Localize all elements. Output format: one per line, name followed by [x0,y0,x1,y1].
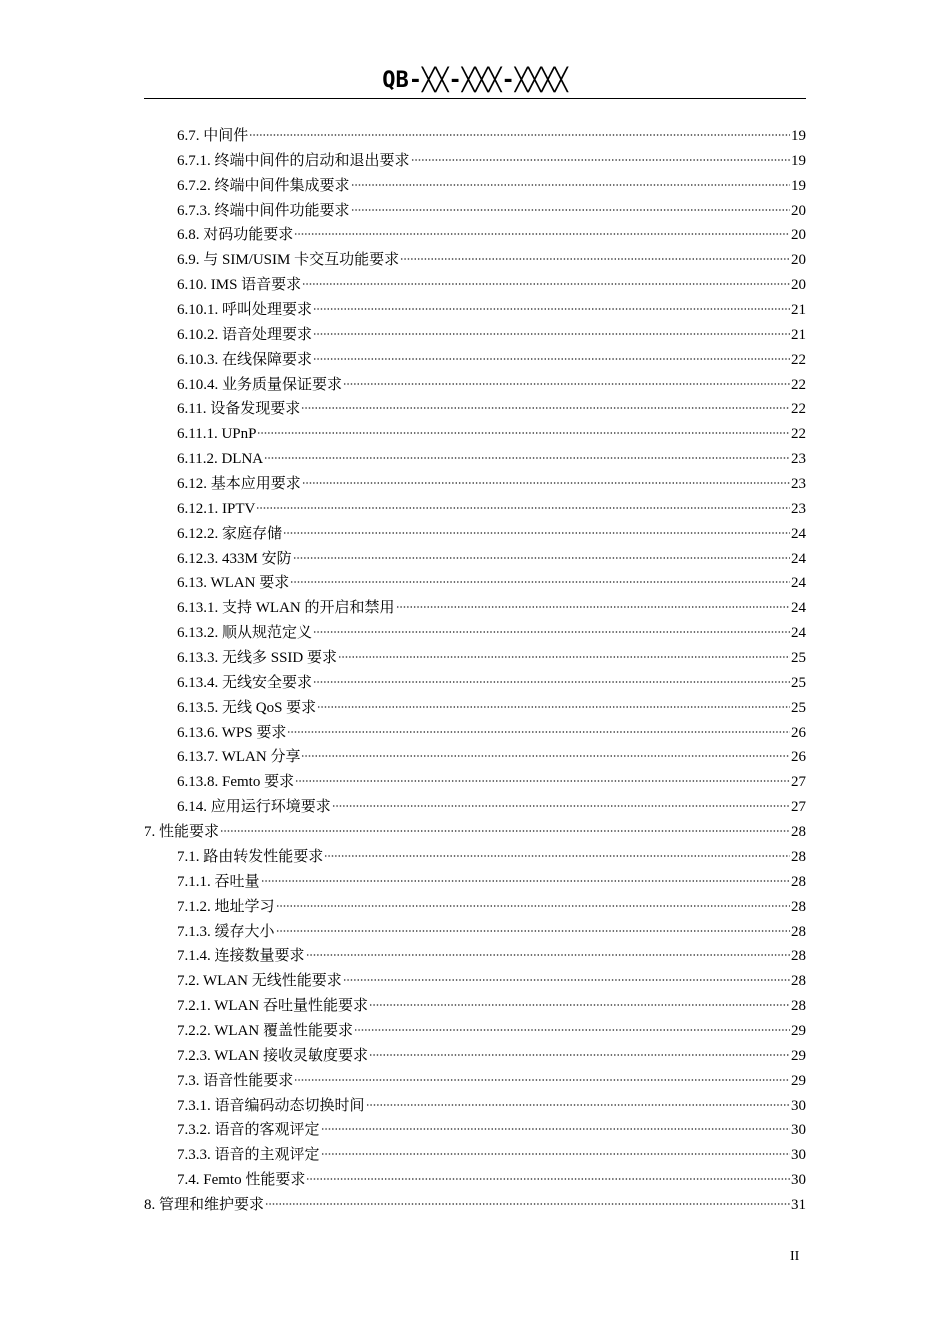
toc-entry[interactable] [144,522,806,547]
toc-entry-page: 23 [791,451,806,468]
toc-entry[interactable] [144,671,806,696]
toc-entry-page: 28 [791,898,806,915]
toc-entry-page: 24 [791,550,806,567]
toc-dot-leader [306,1178,790,1180]
toc-entry-title: 6.12.1. IPTV [177,500,256,517]
toc-entry-page: 30 [791,1147,806,1164]
toc-entry-page: 25 [791,699,806,716]
toc-entry-page: 28 [791,873,806,890]
toc-dot-leader [293,557,790,559]
toc-entry-title: 6.12.2. 家庭存储 [177,525,283,542]
toc-entry-page: 20 [791,227,806,244]
toc-dot-leader [276,930,790,932]
toc-entry-title: 6.7.3. 终端中间件功能要求 [177,202,350,219]
toc-entry-title: 6.13.4. 无线安全要求 [177,674,313,691]
toc-entry[interactable] [144,571,806,596]
toc-entry[interactable] [144,969,806,994]
toc-entry[interactable] [144,199,806,224]
toc-entry-title: 6.7.2. 终端中间件集成要求 [177,177,350,194]
toc-entry[interactable] [144,174,806,199]
toc-entry-title: 7.1.2. 地址学习 [177,898,275,915]
toc-entry[interactable] [144,646,806,671]
toc-entry[interactable] [144,1118,806,1143]
toc-entry-title: 6.13.8. Femto 要求 [177,774,295,791]
toc-entry-title: 6.10.2. 语音处理要求 [177,326,313,343]
toc-entry[interactable] [144,547,806,572]
toc-entry-page: 31 [791,1196,806,1213]
toc-entry-page: 20 [791,252,806,269]
toc-entry-page: 27 [791,799,806,816]
toc-entry-title: 6.11.1. UPnP [177,426,257,443]
toc-entry-page: 20 [791,277,806,294]
toc-dot-leader [411,159,790,161]
toc-dot-leader [287,731,790,733]
toc-dot-leader [313,681,790,683]
toc-entry[interactable] [144,447,806,472]
toc-entry[interactable] [144,323,806,348]
toc-entry-page: 24 [791,600,806,617]
toc-dot-leader [351,209,790,211]
toc-dot-leader [313,631,790,633]
toc-dot-leader [351,184,790,186]
toc-entry[interactable] [144,1168,806,1193]
toc-entry-title: 6.10.1. 呼叫处理要求 [177,302,313,319]
toc-entry-page: 25 [791,650,806,667]
toc-entry-page: 19 [791,152,806,169]
toc-entry-title: 6.13.6. WPS 要求 [177,724,287,741]
toc-entry-page: 29 [791,1047,806,1064]
toc-entry-page: 24 [791,625,806,642]
toc-entry-page: 19 [791,128,806,144]
toc-entry[interactable] [144,596,806,621]
toc-entry-title: 7.2. WLAN 无线性能要求 [177,973,342,990]
toc-entry-title: 7.3. 语音性能要求 [177,1072,294,1089]
toc-entry-page: 20 [791,202,806,219]
toc-entry-page: 28 [791,848,806,865]
toc-dot-leader [343,383,790,385]
toc-entry-page: 21 [791,302,806,319]
toc-dot-leader [313,308,790,310]
toc-entry-page: 22 [791,401,806,418]
toc-entry-page: 22 [791,426,806,443]
toc-entry-title: 6.10.3. 在线保障要求 [177,351,313,368]
toc-dot-leader [290,581,790,583]
toc-entry-title: 6.12. 基本应用要求 [177,476,301,493]
toc-entry-page: 22 [791,376,806,393]
toc-dot-leader [313,333,790,335]
toc-entry-page: 30 [791,1172,806,1189]
toc-entry-title: 6.13.2. 顺从规范定义 [177,625,313,642]
toc-entry[interactable] [144,820,806,845]
toc-entry-title: 6.12.3. 433M 安防 [177,550,292,567]
toc-entry-title: 6.11. 设备发现要求 [177,401,301,418]
toc-entry-page: 29 [791,1022,806,1039]
toc-entry-page: 28 [791,948,806,965]
toc-dot-leader [220,830,790,832]
toc-dot-leader [306,954,790,956]
toc-dot-leader [257,432,790,434]
toc-entry-title: 8. 管理和维护要求 [144,1196,265,1213]
toc-entry[interactable] [144,124,806,149]
toc-entry[interactable] [144,944,806,969]
toc-entry[interactable] [144,870,806,895]
toc-entry-title: 7.2.3. WLAN 接收灵敏度要求 [177,1047,368,1064]
toc-entry-title: 6.11.2. DLNA [177,451,264,468]
toc-entry[interactable] [144,273,806,298]
toc-entry[interactable] [144,895,806,920]
toc-dot-leader [400,258,790,260]
toc-entry[interactable] [144,248,806,273]
toc-entry-page: 27 [791,774,806,791]
toc-entry-title: 7.1.3. 缓存大小 [177,923,275,940]
toc-entry[interactable] [144,795,806,820]
toc-dot-leader [295,780,790,782]
toc-entry-title: 7.3.1. 语音编码动态切换时间 [177,1097,365,1114]
toc-entry[interactable] [144,1143,806,1168]
toc-entry-page: 19 [791,177,806,194]
toc-dot-leader [313,358,790,360]
toc-entry-title: 6.13. WLAN 要求 [177,575,290,592]
toc-entry[interactable] [144,472,806,497]
toc-entry[interactable] [144,1044,806,1069]
toc-entry[interactable] [144,397,806,422]
toc-entry-page: 24 [791,525,806,542]
toc-entry-title: 7.3.3. 语音的主观评定 [177,1147,320,1164]
toc-entry-page: 21 [791,326,806,343]
toc-dot-leader [369,1054,790,1056]
toc-entry-title: 6.14. 应用运行环境要求 [177,799,331,816]
toc-dot-leader [321,1128,790,1130]
toc-dot-leader [264,457,790,459]
toc-entry[interactable] [144,1094,806,1119]
toc-dot-leader [265,1203,790,1205]
page-header [144,66,806,99]
toc-entry[interactable] [144,1019,806,1044]
toc-dot-leader [256,507,790,509]
toc-dot-leader [301,407,790,409]
toc-entry-page: 26 [791,724,806,741]
toc-entry[interactable] [144,497,806,522]
toc-entry-title: 7.2.2. WLAN 覆盖性能要求 [177,1022,353,1039]
toc-entry-title: 7. 性能要求 [144,824,220,841]
toc-dot-leader [369,1004,790,1006]
toc-dot-leader [249,134,790,136]
toc-dot-leader [324,855,790,857]
footer-page-number: II [790,1249,800,1264]
toc-entry-title: 6.7.1. 终端中间件的启动和退出要求 [177,152,410,169]
toc-dot-leader [302,482,790,484]
toc-entry[interactable] [144,621,806,646]
table-of-contents [144,124,806,1218]
toc-entry-title: 7.1.4. 连接数量要求 [177,948,305,965]
toc-entry[interactable] [144,1069,806,1094]
toc-entry[interactable] [144,845,806,870]
toc-dot-leader [396,606,791,608]
toc-entry-page: 28 [791,824,806,841]
toc-dot-leader [321,1153,790,1155]
toc-entry-page: 30 [791,1122,806,1139]
document-code: QB-╳╳-╳╳╳-╳╳╳╳ [382,68,568,93]
toc-entry-page: 30 [791,1097,806,1114]
toc-dot-leader [366,1104,790,1106]
toc-entry-title: 7.4. Femto 性能要求 [177,1172,306,1189]
toc-entry-page: 24 [791,575,806,592]
toc-dot-leader [283,532,790,534]
toc-entry[interactable] [144,770,806,795]
toc-dot-leader [338,656,790,658]
toc-dot-leader [261,880,790,882]
toc-entry-title: 6.13.5. 无线 QoS 要求 [177,699,317,716]
toc-dot-leader [294,1079,790,1081]
toc-entry[interactable] [144,348,806,373]
toc-entry-title: 7.2.1. WLAN 吞吐量性能要求 [177,998,368,1015]
toc-entry-title: 6.9. 与 SIM/USIM 卡交互功能要求 [177,252,400,269]
toc-dot-leader [276,905,790,907]
toc-entry-title: 6.13.1. 支持 WLAN 的开启和禁用 [177,600,395,617]
toc-entry[interactable] [144,745,806,770]
toc-entry[interactable] [144,920,806,945]
toc-dot-leader [354,1029,790,1031]
toc-entry-title: 6.13.7. WLAN 分享 [177,749,301,766]
toc-entry-title: 6.10. IMS 语音要求 [177,277,302,294]
toc-entry-title: 6.7. 中间件 [177,128,249,144]
toc-entry-page: 25 [791,674,806,691]
toc-entry-title: 7.1. 路由转发性能要求 [177,848,324,865]
toc-entry-page: 28 [791,973,806,990]
toc-entry-title: 7.1.1. 吞吐量 [177,873,260,890]
toc-entry-title: 7.3.2. 语音的客观评定 [177,1122,320,1139]
toc-entry-page: 22 [791,351,806,368]
toc-dot-leader [332,805,790,807]
toc-dot-leader [301,755,790,757]
toc-entry[interactable] [144,373,806,398]
toc-entry[interactable] [144,223,806,248]
toc-entry[interactable] [144,422,806,447]
toc-entry-page: 29 [791,1072,806,1089]
toc-dot-leader [317,706,790,708]
toc-entry-page: 28 [791,923,806,940]
toc-entry-title: 6.10.4. 业务质量保证要求 [177,376,343,393]
toc-dot-leader [294,233,790,235]
toc-entry-page: 28 [791,998,806,1015]
toc-entry[interactable] [144,696,806,721]
toc-entry-title: 6.8. 对码功能要求 [177,227,294,244]
toc-entry[interactable] [144,721,806,746]
toc-dot-leader [343,979,790,981]
toc-entry-title: 6.13.3. 无线多 SSID 要求 [177,650,338,667]
toc-entry[interactable] [144,298,806,323]
toc-entry[interactable] [144,994,806,1019]
toc-entry-page: 23 [791,500,806,517]
toc-entry-page: 26 [791,749,806,766]
toc-entry-page: 23 [791,476,806,493]
toc-entry[interactable] [144,149,806,174]
toc-entry[interactable] [144,1193,806,1218]
toc-dot-leader [302,283,790,285]
